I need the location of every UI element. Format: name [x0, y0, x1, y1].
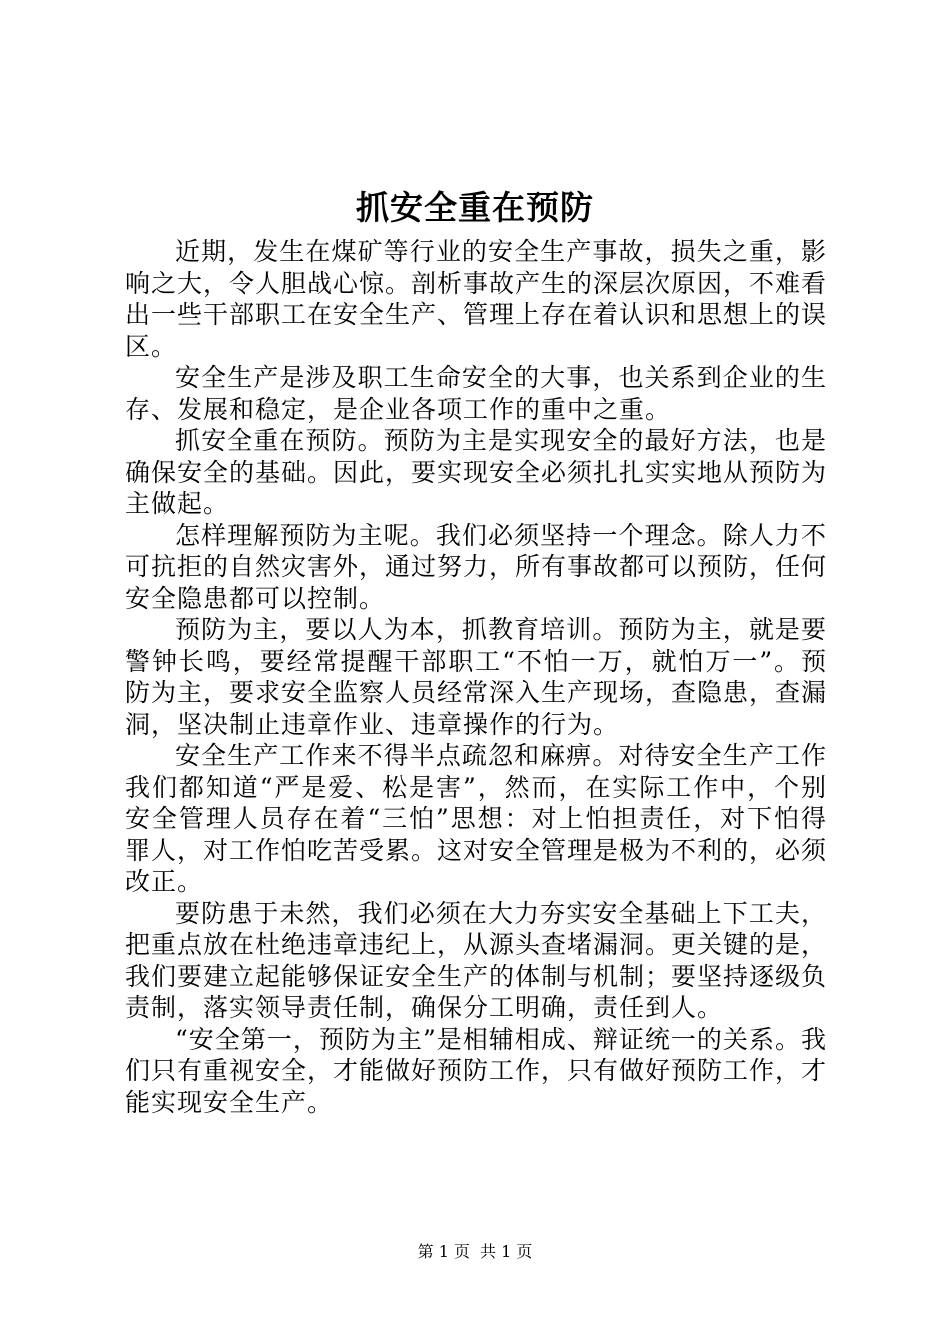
paragraph: 近期，发生在煤矿等行业的安全生产事故，损失之重，影响之大，令人胆战心惊。剖析事故产生的深层次原因，不难看出一些干部职工在安全生产、管理上存在着认识和思想上的误区。: [125, 237, 828, 361]
document-title: 抓安全重在预防: [356, 188, 594, 227]
page-total: 共 1 页: [480, 1242, 533, 1261]
paragraph: 抓安全重在预防。预防为主是实现安全的最好方法，也是确保安全的基础。因此，要实现安全必须扎扎实实地从预防为主做起。: [125, 426, 828, 518]
paragraph: 预防为主，要以人为本，抓教育培训。预防为主，就是要警钟长鸣，要经常提醒干部职工“不怕一万，就怕万一”。预防为主，要求安全监察人员经常深入生产现场，查隐患，查漏洞，坚决制止违章作业、违章操作的行为。: [125, 615, 828, 739]
page-footer: [0, 1242, 950, 1262]
page-number: 第 1 页: [417, 1242, 470, 1261]
paragraph: 怎样理解预防为主呢。我们必须坚持一个理念。除人力不可抗拒的自然灾害外，通过努力，所有事故都可以预防，任何安全隐患都可以控制。: [125, 520, 828, 613]
paragraph: 安全生产是涉及职工生命安全的大事，也关系到企业的生存、发展和稳定，是企业各项工作的重中之重。: [125, 363, 827, 424]
paragraph: 要防患于未然，我们必须在大力夯实安全基础上下工夫，把重点放在杜绝违章违纪上，从源头查堵漏洞。更关键的是，我们要建立起能够保证安全生产的体制与机制；要坚持逐级负责制，落实领导责任制，确保分工明确，责任到人。: [125, 898, 828, 1022]
document-body: [125, 236, 827, 1118]
paragraph: “安全第一，预防为主”是相辅相成、辩证统一的关系。我们只有重视安全，才能做好预防工作，只有做好预防工作，才能实现安全生产。: [125, 1024, 828, 1117]
paragraph: 安全生产工作来不得半点疏忽和麻痹。对待安全生产工作我们都知道“严是爱、松是害”，然而，在实际工作中，个别安全管理人员存在着“三怕”思想：对上怕担责任，对下怕得罪人，对工作怕吃苦受累。这对安全管理是极为不利的，必须改正。: [125, 741, 828, 896]
